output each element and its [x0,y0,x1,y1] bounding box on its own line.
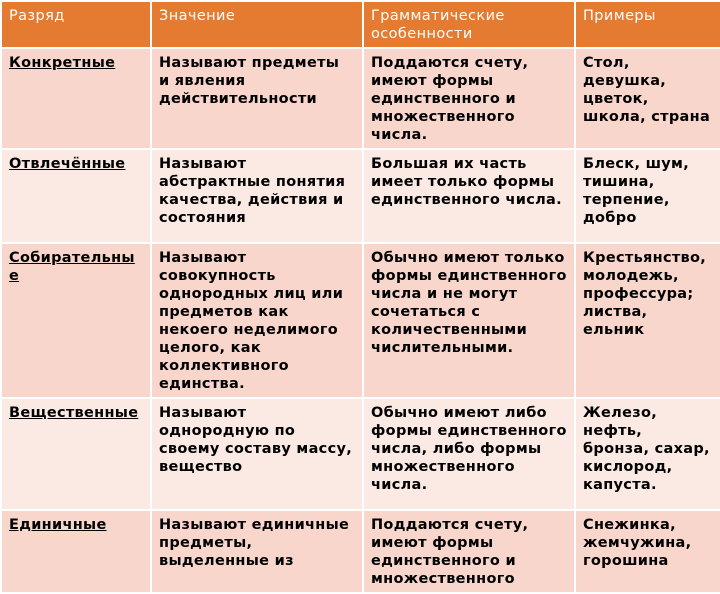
grammar-cell: Большая их часть имеет только формы единственного числа. [363,149,575,243]
header-meaning: Значение [151,1,363,48]
grammar-cell: Обычно имеют только формы единственного числа и не могут сочетаться с количественными числительными. [363,243,575,398]
examples-cell: Крестьянство, молодежь, профессура; листва, ельник [575,243,720,398]
meaning-cell: Называют однородную по своему составу массу, вещество [151,398,363,510]
header-examples: Примеры [575,1,720,48]
grammar-cell: Поддаются счету, имеют формы единственного и множественного числа. [363,48,575,149]
examples-cell: Железо, нефть, бронза, сахар, кислород, капуста. [575,398,720,510]
table-row [1,149,720,243]
grammar-cell: Поддаются счету, имеют формы единственного и множественного [363,510,575,593]
header-grammar: Грамматические особенности [363,1,575,48]
table-row [1,398,720,510]
category-cell: Собирательные [1,243,151,398]
category-cell: Отвлечённые [1,149,151,243]
header-category: Разряд [1,1,151,48]
table-row [1,243,720,398]
meaning-cell: Называют совокупность однородных лиц или предметов как некоего неделимого целого, как коллективного единства. [151,243,363,398]
meaning-cell: Называют единичные предметы, выделенные из [151,510,363,593]
examples-cell: Стол, девушка, цветок, школа, страна [575,48,720,149]
category-cell: Единичные [1,510,151,593]
meaning-cell: Называют предметы и явления действительности [151,48,363,149]
table-row [1,510,720,593]
header-row [1,1,720,48]
grammar-cell: Обычно имеют либо формы единственного числа, либо формы множественного числа. [363,398,575,510]
meaning-cell: Называют абстрактные понятия качества, действия и состояния [151,149,363,243]
category-cell: Вещественные [1,398,151,510]
table-row [1,48,720,149]
category-cell: Конкретные [1,48,151,149]
examples-cell: Блеск, шум, тишина, терпение, добро [575,149,720,243]
examples-cell: Снежинка, жемчужина, горошина [575,510,720,593]
